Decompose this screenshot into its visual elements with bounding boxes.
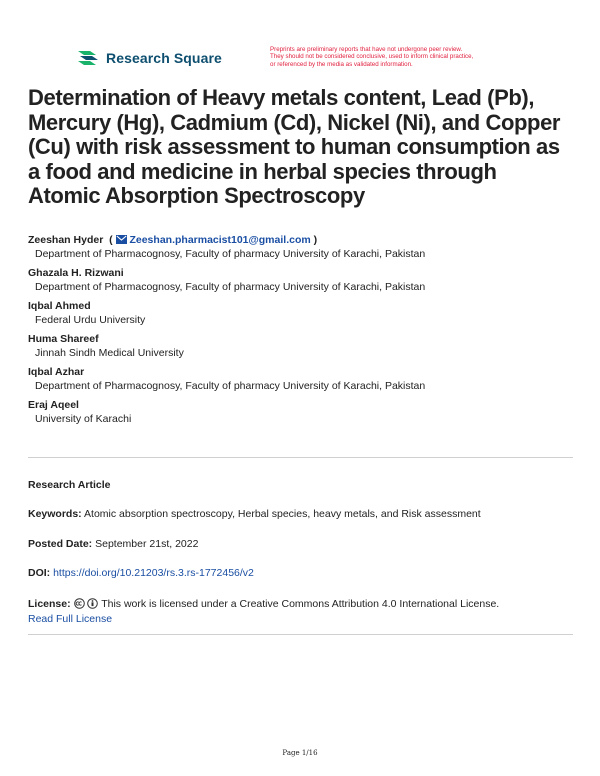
envelope-icon — [116, 235, 127, 244]
keywords-value: Atomic absorption spectroscopy, Herbal species, heavy metals, and Risk assessment — [84, 508, 481, 520]
author-affiliation: Department of Pharmacognosy, Faculty of pharmacy University of Karachi, Pakistan — [35, 248, 426, 260]
author-name: Iqbal Azhar — [28, 366, 85, 378]
author-affiliation: Jinnah Sindh Medical University — [35, 347, 184, 359]
research-square-logo-icon — [76, 47, 100, 69]
research-square-logo[interactable] — [76, 47, 222, 69]
creative-commons-icon — [74, 598, 85, 609]
license-link-row — [28, 612, 112, 626]
posted-date-value: September 21st, 2022 — [95, 538, 199, 550]
divider — [28, 634, 573, 635]
paper-title: Determination of Heavy metals content, Lead (Pb), Mercury (Hg), Cadmium (Cd), Nickel (Ni), and Copper (Cu) with risk assessment to human consumption as a food and medicine in herbal species through Atomic Absorption Spectroscopy — [28, 85, 561, 208]
notice-line: Preprints are preliminary reports that have not undergone peer review. — [270, 46, 463, 53]
license-row — [28, 597, 499, 611]
divider — [28, 457, 573, 458]
logo-text: Research Square — [106, 50, 222, 66]
author-entry — [28, 266, 573, 294]
license-text: This work is licensed under a Creative Commons Attribution 4.0 International License. — [101, 598, 500, 610]
author-entry — [28, 233, 573, 261]
email-close-paren: ) — [313, 234, 318, 246]
author-entry — [28, 365, 573, 393]
page-number: Page 1/16 — [282, 749, 318, 757]
author-name: Huma Shareef — [28, 333, 99, 345]
notice-line: or referenced by the media as validated information. — [270, 60, 413, 68]
author-affiliation: University of Karachi — [35, 413, 132, 425]
keywords-label: Keywords: — [28, 508, 82, 520]
license-label: License: — [28, 598, 71, 610]
doi-row — [28, 566, 254, 580]
article-type — [28, 478, 111, 492]
doi-link[interactable]: https://doi.org/10.21203/rs.3.rs-1772456/v2 — [53, 567, 254, 579]
author-name: Eraj Aqeel — [28, 399, 79, 411]
author-list — [28, 233, 573, 431]
email-text: Zeeshan.pharmacist101@gmail.com — [129, 234, 311, 246]
posted-date-label: Posted Date: — [28, 538, 93, 550]
author-entry — [28, 332, 573, 360]
article-type-label: Research Article — [28, 479, 111, 491]
author-name: Iqbal Ahmed — [28, 300, 91, 312]
author-entry — [28, 398, 573, 426]
author-affiliation: Department of Pharmacognosy, Faculty of pharmacy University of Karachi, Pakistan — [35, 281, 426, 293]
attribution-icon — [87, 598, 98, 609]
author-entry — [28, 299, 573, 327]
email-open-paren: ( — [106, 234, 113, 246]
author-affiliation: Federal Urdu University — [35, 314, 146, 326]
read-full-license-link[interactable]: Read Full License — [28, 613, 113, 625]
author-name: Zeeshan Hyder — [28, 234, 104, 246]
corresponding-email-link[interactable] — [116, 234, 314, 246]
notice-line: They should not be considered conclusive, used to inform clinical practice, — [270, 53, 474, 61]
keywords-row — [28, 507, 481, 521]
author-affiliation: Department of Pharmacognosy, Faculty of pharmacy University of Karachi, Pakistan — [35, 380, 426, 392]
posted-date-row — [28, 537, 198, 551]
preprint-notice — [270, 46, 550, 68]
doi-label: DOI: — [28, 567, 51, 579]
author-name: Ghazala H. Rizwani — [28, 267, 124, 279]
